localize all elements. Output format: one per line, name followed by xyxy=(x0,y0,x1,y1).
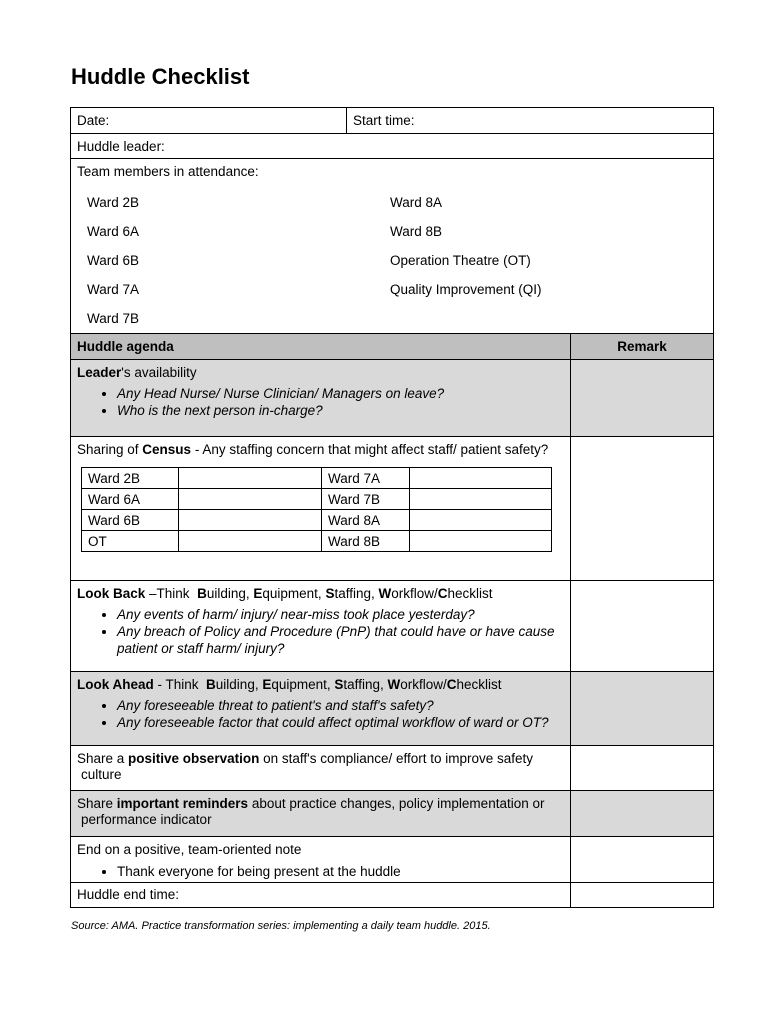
census-row xyxy=(71,437,713,581)
end-time-row xyxy=(71,883,713,907)
reminders-rest: about practice changes, policy implementation or xyxy=(248,796,545,811)
look-ahead-bold: Look Ahead xyxy=(77,677,154,692)
ward-cell: Ward 8A xyxy=(322,510,410,531)
huddle-leader-row xyxy=(71,134,713,159)
date-field[interactable] xyxy=(71,108,347,133)
census-bold: Census xyxy=(142,442,192,457)
attendance-ward: Quality Improvement (QI) xyxy=(390,282,542,297)
attendance-label: Team members in attendance: xyxy=(77,164,259,179)
table-row xyxy=(82,531,552,552)
attendance-ward: Ward 7A xyxy=(87,282,140,297)
agenda-heading: Huddle agenda xyxy=(77,339,174,354)
census-prefix: Sharing of xyxy=(77,442,143,457)
look-ahead-row xyxy=(71,672,713,746)
list-item: • Any events of harm/ injury/ near-miss took place yesterday? xyxy=(117,606,565,623)
list-item: • Any breach of Policy and Procedure (PnP) that could have or have cause patient or staff harm/ injury? xyxy=(117,623,565,657)
reminders-row xyxy=(71,791,713,837)
census-entry-cell[interactable] xyxy=(179,510,322,531)
start-time-label: Start time: xyxy=(353,113,415,128)
reminders-prefix: Share xyxy=(77,796,117,811)
positive-observation-item xyxy=(71,746,571,790)
reminders-line2: performance indicator xyxy=(81,812,212,827)
leader-bold: Leader xyxy=(77,365,122,380)
end-note-row xyxy=(71,837,713,883)
list-item: • Any foreseeable factor that could affect optimal workflow of ward or OT? xyxy=(117,714,565,731)
end-time-label: Huddle end time: xyxy=(77,887,180,902)
leader-availability-row xyxy=(71,360,713,437)
look-ahead-rest: - Think xyxy=(153,677,203,692)
positive-prefix: Share a xyxy=(77,751,129,766)
census-item xyxy=(71,437,571,580)
huddle-leader-field[interactable] xyxy=(71,134,713,158)
end-time-field[interactable] xyxy=(71,883,571,907)
census-rest: - Any staffing concern that might affect staff/ patient safety? xyxy=(191,442,549,457)
positive-line2: culture xyxy=(81,767,122,782)
positive-bold: positive observation xyxy=(128,751,260,766)
attendance-ward: Ward 6B xyxy=(87,253,140,268)
look-back-item: Look Back –Think Building, Equipment, Staffing, Workflow/Checklist • Any events of harm/ injury/ near-miss took place yesterday? • Any breach of Policy and Procedure (PnP) that could have or have cause patient or staff harm/ injury? xyxy=(71,581,571,671)
remark-field[interactable] xyxy=(571,437,713,580)
ward-cell: OT xyxy=(82,531,179,552)
ward-cell: Ward 2B xyxy=(82,468,179,489)
list-item: • Any Head Nurse/ Nurse Clinician/ Managers on leave? xyxy=(117,385,565,402)
source-note: Source: AMA. Practice transformation series: implementing a daily team huddle. 2015. xyxy=(71,920,491,932)
census-table xyxy=(81,467,552,552)
reminders-item xyxy=(71,791,571,836)
look-ahead-item: Look Ahead - Think Building, Equipment, Staffing, Workflow/Checklist • Any foreseeable threat to patient's and staff's safety? • Any foreseeable factor that could affect optimal workflow of ward or OT? xyxy=(71,672,571,745)
ward-cell: Ward 7B xyxy=(322,489,410,510)
date-row xyxy=(71,108,713,134)
remark-field[interactable] xyxy=(571,360,713,436)
attendance-ward: Ward 7B xyxy=(87,311,140,326)
end-note-text: End on a positive, team-oriented note xyxy=(77,842,302,857)
census-entry-cell[interactable] xyxy=(410,489,552,510)
reminders-bold: important reminders xyxy=(116,796,249,811)
list-item: • Any foreseeable threat to patient's and staff's safety? xyxy=(117,697,565,714)
remark-field[interactable] xyxy=(571,672,713,745)
census-entry-cell[interactable] xyxy=(179,531,322,552)
huddle-leader-label: Huddle leader: xyxy=(77,139,165,154)
list-item: • Thank everyone for being present at the huddle xyxy=(117,863,565,880)
date-label: Date: xyxy=(77,113,110,128)
start-time-field[interactable] xyxy=(347,108,713,133)
look-back-rest: –Think xyxy=(145,586,194,601)
ward-cell: Ward 6A xyxy=(82,489,179,510)
look-back-row xyxy=(71,581,713,672)
leader-rest: 's availability xyxy=(121,365,197,380)
census-entry-cell[interactable] xyxy=(179,468,322,489)
positive-rest: on staff's compliance/ effort to improve safety xyxy=(259,751,534,766)
table-row xyxy=(82,510,552,531)
page-title: Huddle Checklist xyxy=(71,64,250,89)
ward-cell: Ward 6B xyxy=(82,510,179,531)
attendance-ward: Ward 6A xyxy=(87,224,140,239)
census-entry-cell[interactable] xyxy=(410,468,552,489)
census-entry-cell[interactable] xyxy=(179,489,322,510)
remark-field[interactable] xyxy=(571,581,713,671)
remark-field[interactable] xyxy=(571,791,713,836)
attendance-row xyxy=(71,159,713,334)
attendance-cell xyxy=(71,159,713,333)
checklist-table xyxy=(70,107,714,908)
attendance-ward: Operation Theatre (OT) xyxy=(390,253,531,268)
end-note-item xyxy=(71,837,571,882)
ward-cell: Ward 8B xyxy=(322,531,410,552)
look-back-bold: Look Back xyxy=(77,586,146,601)
remark-field[interactable] xyxy=(571,837,713,882)
list-item: • Who is the next person in-charge? xyxy=(117,402,565,419)
attendance-ward: Ward 8A xyxy=(390,195,443,210)
table-row xyxy=(82,468,552,489)
remark-field[interactable] xyxy=(571,746,713,790)
agenda-header-row xyxy=(71,334,713,360)
census-entry-cell[interactable] xyxy=(410,531,552,552)
census-entry-cell[interactable] xyxy=(410,510,552,531)
leader-availability-item xyxy=(71,360,571,436)
table-row xyxy=(82,489,552,510)
ward-cell: Ward 7A xyxy=(322,468,410,489)
remark-field[interactable] xyxy=(571,883,713,907)
positive-observation-row xyxy=(71,746,713,791)
remark-heading: Remark xyxy=(617,339,667,354)
attendance-ward: Ward 8B xyxy=(390,224,443,239)
attendance-ward: Ward 2B xyxy=(87,195,140,210)
